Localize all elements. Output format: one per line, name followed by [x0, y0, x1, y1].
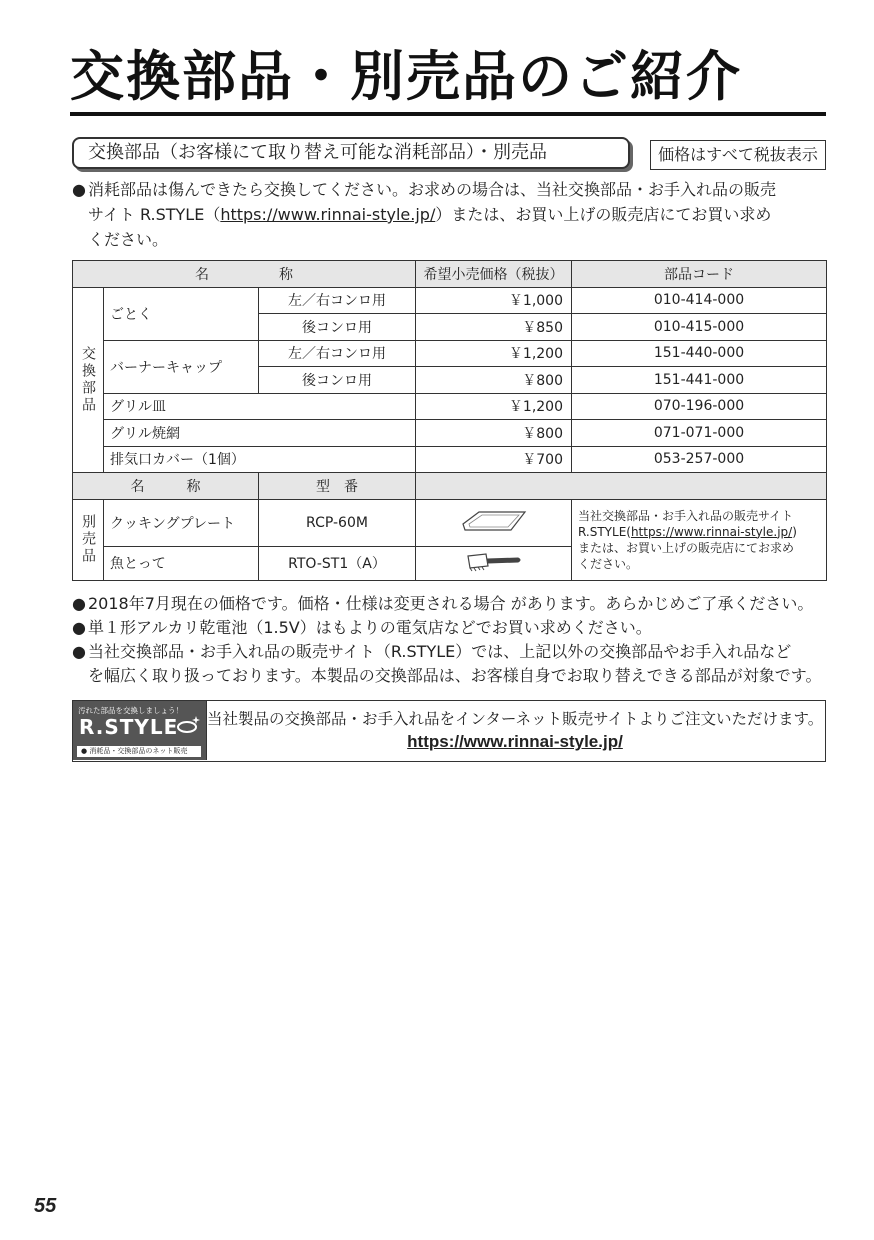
page-number: 55	[34, 1195, 57, 1217]
footnote-item	[72, 592, 832, 615]
header-price: 希望小売価格（税抜）	[416, 261, 572, 288]
section-heading: 交換部品（お客様にて取り替え可能な消耗部品）・別売品	[72, 137, 630, 169]
footnote-text: 当社交換部品・お手入れ品の販売サイト（R.STYLE）では、上記以外の交換部品やお手入れ品など	[88, 642, 792, 661]
table-row	[73, 446, 827, 473]
subheader-blank	[416, 473, 827, 500]
fish-turner-icon	[416, 546, 572, 580]
note-line-3: または、お買い上げの販売店にてお求め	[578, 540, 795, 555]
part-code: 151-441-000	[572, 367, 827, 394]
part-price: ￥1,200	[416, 340, 572, 367]
part-price: ￥1,200	[416, 393, 572, 420]
accessory-model: RCP-60M	[259, 499, 416, 546]
bullet-icon: ●	[72, 618, 86, 637]
part-name: 排気口カバー（1個）	[104, 446, 416, 473]
part-name: バーナーキャップ	[104, 340, 259, 393]
banner-url-text[interactable]: https://www.rinnai-style.jp/	[407, 732, 623, 751]
logo-subtitle: ● 消耗品・交換部品のネット販売	[77, 746, 201, 757]
table-row	[73, 393, 827, 420]
accessory-model: RTO-ST1（A）	[259, 546, 416, 580]
banner-url-link[interactable]	[207, 732, 823, 752]
intro-paragraph	[72, 177, 828, 252]
group-label-accessories: 別売品	[73, 499, 104, 580]
part-code: 010-415-000	[572, 314, 827, 341]
tax-note-box: 価格はすべて税抜表示	[650, 140, 826, 170]
intro-text-2a: サイト R.STYLE（	[88, 205, 221, 224]
part-name: ごとく	[104, 287, 259, 340]
bullet-icon: ●	[72, 180, 86, 199]
table-subheader-row	[73, 473, 827, 500]
table-row	[73, 499, 827, 546]
intro-line	[72, 177, 828, 202]
footnote-text: を幅広く取り扱っております。本製品の交換部品は、お客様自身でお取り替えできる部品が対象です。	[88, 666, 822, 685]
parts-table	[72, 260, 827, 581]
part-price: ￥800	[416, 367, 572, 394]
header-name: 名 称	[73, 261, 416, 288]
footnote-item	[72, 616, 832, 639]
accessory-name: 魚とって	[104, 546, 259, 580]
intro-text-2b: ）または、お買い上げの販売店にてお買い求め	[435, 205, 772, 224]
part-sub: 後コンロ用	[259, 367, 416, 394]
note-line-2b: )	[792, 524, 797, 539]
logo-tagline: 汚れた部品を交換しましょう！	[78, 706, 183, 715]
bullet-icon: ●	[72, 594, 86, 613]
part-price: ￥800	[416, 420, 572, 447]
purchase-note	[572, 499, 827, 580]
rstyle-link[interactable]: https://www.rinnai-style.jp/	[220, 205, 436, 224]
part-sub: 左／右コンロ用	[259, 340, 416, 367]
rstyle-logo	[73, 701, 207, 760]
part-sub: 後コンロ用	[259, 314, 416, 341]
intro-line	[72, 227, 828, 252]
part-price: ￥850	[416, 314, 572, 341]
rstyle-banner	[72, 700, 826, 762]
footnotes	[72, 592, 832, 688]
part-code: 151-440-000	[572, 340, 827, 367]
table-row	[73, 287, 827, 314]
cooking-plate-icon	[416, 499, 572, 546]
footnote-text: 2018年7月現在の価格です。価格・仕様は変更される場合 があります。あらかじめご了承ください。	[88, 594, 814, 613]
note-rstyle-link[interactable]: https://www.rinnai-style.jp/	[630, 524, 793, 539]
part-price: ￥1,000	[416, 287, 572, 314]
banner-message: 当社製品の交換部品・お手入れ品をインターネット販売サイトよりご注文いただけます。	[207, 710, 824, 728]
footnote-text: 単１形アルカリ乾電池（1.5V）はもよりの電気店などでお買い求めください。	[88, 618, 652, 637]
part-code: 070-196-000	[572, 393, 827, 420]
table-header-row	[73, 261, 827, 288]
table-row	[73, 340, 827, 367]
note-line-2a: R.STYLE(	[578, 524, 631, 539]
part-code: 010-414-000	[572, 287, 827, 314]
note-line-1: 当社交換部品・お手入れ品の販売サイト	[578, 508, 794, 523]
footnote-item-continued	[72, 664, 832, 687]
part-name: グリル焼網	[104, 420, 416, 447]
subheader-model: 型 番	[259, 473, 416, 500]
group-label-parts: 交換部品	[73, 287, 104, 473]
part-sub: 左／右コンロ用	[259, 287, 416, 314]
note-line-4: ください。	[578, 556, 639, 571]
bullet-icon: ●	[72, 642, 86, 661]
page-title: 交換部品・別売品のご紹介	[70, 45, 742, 108]
subheader-name: 名 称	[73, 473, 259, 500]
intro-text-1: 消耗部品は傷んできたら交換してください。お求めの場合は、当社交換部品・お手入れ品の販売	[88, 180, 777, 199]
part-price: ￥700	[416, 446, 572, 473]
header-code: 部品コード	[572, 261, 827, 288]
footnote-item	[72, 640, 832, 663]
sparkle-icon	[177, 714, 201, 736]
accessory-name: クッキングプレート	[104, 499, 259, 546]
table-row	[73, 420, 827, 447]
intro-text-3: ください。	[88, 230, 169, 249]
title-underline	[70, 112, 826, 116]
part-code: 053-257-000	[572, 446, 827, 473]
intro-line	[72, 202, 828, 227]
logo-wordmark: R.STYLE	[79, 715, 179, 739]
part-code: 071-071-000	[572, 420, 827, 447]
part-name: グリル皿	[104, 393, 416, 420]
